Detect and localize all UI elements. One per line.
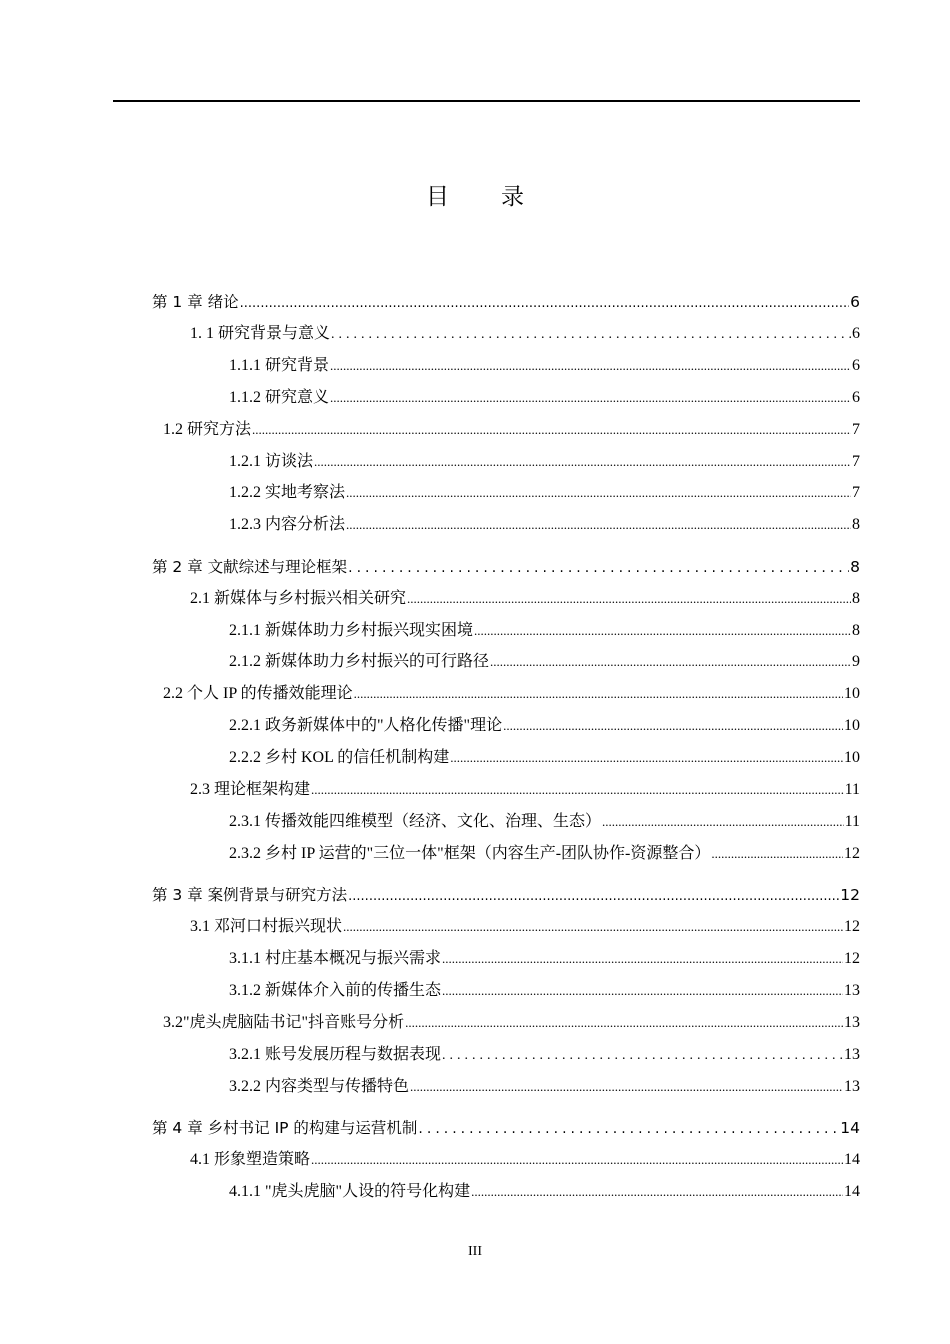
toc-entry[interactable] — [229, 354, 860, 378]
toc-entry[interactable] — [190, 587, 860, 611]
toc-entry-page: 10 — [844, 717, 860, 734]
toc-entry[interactable] — [229, 947, 860, 971]
toc-entry-page: 10 — [844, 685, 860, 702]
toc-entry-label: 4.1 形象塑造策略 — [190, 1151, 311, 1168]
toc-entry-page: 13 — [844, 982, 860, 999]
dot-leader — [240, 292, 849, 316]
toc-entry-label: 2.2 个人 IP 的传播效能理论 — [163, 685, 353, 702]
toc-entry-page: 7 — [852, 453, 860, 470]
toc-entry-label: 2.1.1 新媒体助力乡村振兴现实困境 — [229, 622, 474, 639]
toc-entry-label: 4.1.1 "虎头虎脑"人设的符号化构建 — [229, 1183, 471, 1200]
dot-leader — [330, 386, 851, 410]
toc-entry-page: 7 — [852, 484, 860, 501]
toc-entry-label: 3.2.2 内容类型与传播特色 — [229, 1078, 410, 1095]
toc-entry-label: 2.1.2 新媒体助力乡村振兴的可行路径 — [229, 653, 490, 670]
toc-entry-page: 12 — [844, 845, 860, 862]
toc-entry-label: 1.1.1 研究背景 — [229, 357, 330, 374]
dot-leader — [331, 323, 851, 347]
toc-entry-page: 12 — [844, 918, 860, 935]
toc-entry-page: 9 — [852, 653, 860, 670]
dot-leader — [330, 354, 851, 378]
toc-entry-label: 1.2.2 实地考察法 — [229, 484, 346, 501]
dot-leader — [442, 1044, 843, 1068]
toc-entry-label: 2.3 理论框架构建 — [190, 781, 311, 798]
toc-entry[interactable] — [163, 1011, 860, 1035]
dot-leader — [442, 979, 843, 1003]
toc-entry-page: 14 — [844, 1183, 860, 1200]
toc-entry-label: 1.1.2 研究意义 — [229, 389, 330, 406]
toc-entry-label: 第 3 章 案例背景与研究方法 — [152, 886, 348, 904]
toc-entry-page: 6 — [852, 357, 860, 374]
toc-entry[interactable] — [229, 619, 860, 643]
toc-entry[interactable] — [229, 810, 860, 834]
dot-leader — [311, 778, 844, 802]
dot-leader — [602, 810, 844, 834]
dot-leader — [407, 587, 851, 611]
toc-entry-label: 3.1.1 村庄基本概况与振兴需求 — [229, 950, 442, 967]
toc-entry[interactable] — [229, 1043, 860, 1067]
dot-leader — [346, 481, 851, 505]
dot-leader — [711, 842, 843, 866]
toc-entry-page: 14 — [844, 1151, 860, 1168]
toc-entry-label: 3.2"虎头虎脑陆书记"抖音账号分析 — [163, 1014, 405, 1031]
page-number: III — [468, 1244, 482, 1259]
toc-entry-label: 2.1 新媒体与乡村振兴相关研究 — [190, 590, 407, 607]
toc-entry-label: 第 2 章 文献综述与理论框架 — [152, 558, 348, 576]
toc-entry[interactable] — [190, 1148, 860, 1172]
toc-entry-page: 13 — [844, 1046, 860, 1063]
toc-entry-page: 13 — [844, 1014, 860, 1031]
dot-leader — [450, 746, 843, 770]
dot-leader — [442, 947, 843, 971]
toc-entry[interactable] — [229, 450, 860, 474]
toc-entry-page: 13 — [844, 1078, 860, 1095]
toc-entry[interactable] — [229, 714, 860, 738]
toc-entry-page: 12 — [844, 950, 860, 967]
dot-leader — [343, 915, 843, 939]
toc-entry-label: 第 4 章 乡村书记 IP 的构建与运营机制 — [152, 1119, 418, 1137]
toc-entry[interactable] — [163, 682, 860, 706]
toc-entry-label: 1.2.3 内容分析法 — [229, 516, 346, 533]
dot-leader — [503, 714, 843, 738]
toc-title: 目录 — [426, 184, 576, 210]
toc-entry[interactable] — [229, 1075, 860, 1099]
toc-entry[interactable] — [229, 746, 860, 770]
toc-entry[interactable] — [229, 842, 860, 866]
dot-leader — [410, 1075, 843, 1099]
toc-entry[interactable] — [190, 778, 860, 802]
dot-leader — [348, 885, 839, 909]
dot-leader — [354, 682, 843, 706]
toc-entry-label: 1. 1 研究背景与意义 — [190, 325, 331, 342]
toc-entry-page: 8 — [850, 558, 860, 576]
toc-entry[interactable] — [163, 418, 860, 442]
toc-entry-page: 12 — [840, 886, 860, 904]
header-rule — [113, 100, 860, 102]
dot-leader — [418, 1117, 839, 1141]
toc-entry[interactable] — [229, 386, 860, 410]
toc-chapter-entry[interactable] — [152, 290, 860, 314]
toc-entry-label: 2.3.2 乡村 IP 运营的"三位一体"框架（内容生产-团队协作-资源整合） — [229, 845, 711, 862]
toc-entry[interactable] — [229, 650, 860, 674]
toc-entry-label: 第 1 章 绪论 — [152, 293, 239, 311]
toc-entry[interactable] — [190, 915, 860, 939]
toc-entry-label: 1.2 研究方法 — [163, 421, 252, 438]
toc-entry-page: 7 — [852, 421, 860, 438]
toc-entry[interactable] — [229, 979, 860, 1003]
toc-entry[interactable] — [190, 322, 860, 346]
toc-entry-label: 3.1.2 新媒体介入前的传播生态 — [229, 982, 442, 999]
dot-leader — [314, 450, 851, 474]
toc-entry-label: 3.2.1 账号发展历程与数据表现 — [229, 1046, 442, 1063]
toc-entry-label: 2.3.1 传播效能四维模型（经济、文化、治理、生态） — [229, 813, 602, 830]
toc-entry-page: 8 — [852, 590, 860, 607]
dot-leader — [311, 1148, 843, 1172]
toc-entry-label: 2.2.2 乡村 KOL 的信任机制构建 — [229, 749, 450, 766]
toc-chapter-entry[interactable] — [152, 1116, 860, 1140]
toc-entry-page: 11 — [844, 813, 860, 830]
dot-leader — [490, 650, 851, 674]
dot-leader — [346, 513, 851, 537]
toc-entry-page: 8 — [852, 622, 860, 639]
toc-entry-page: 8 — [852, 516, 860, 533]
toc-entry-label: 2.2.1 政务新媒体中的"人格化传播"理论 — [229, 717, 503, 734]
toc-entry-page: 6 — [852, 389, 860, 406]
toc-entry-page: 6 — [852, 325, 860, 342]
dot-leader — [405, 1011, 843, 1035]
toc-entry-page: 14 — [840, 1119, 860, 1137]
toc-entry-label: 3.1 邓河口村振兴现状 — [190, 918, 343, 935]
toc-entry[interactable] — [229, 1180, 860, 1204]
toc-entry-page: 6 — [850, 293, 860, 311]
toc-entry-page: 10 — [844, 749, 860, 766]
toc-entry-label: 1.2.1 访谈法 — [229, 453, 314, 470]
dot-leader — [471, 1180, 843, 1204]
dot-leader — [348, 556, 849, 580]
toc-chapter-entry[interactable] — [152, 883, 860, 907]
dot-leader — [474, 619, 851, 643]
toc-entry[interactable] — [229, 513, 860, 537]
toc-entry[interactable] — [229, 481, 860, 505]
dot-leader — [252, 418, 851, 442]
toc-chapter-entry[interactable] — [152, 555, 860, 579]
toc-entry-page: 11 — [844, 781, 860, 798]
